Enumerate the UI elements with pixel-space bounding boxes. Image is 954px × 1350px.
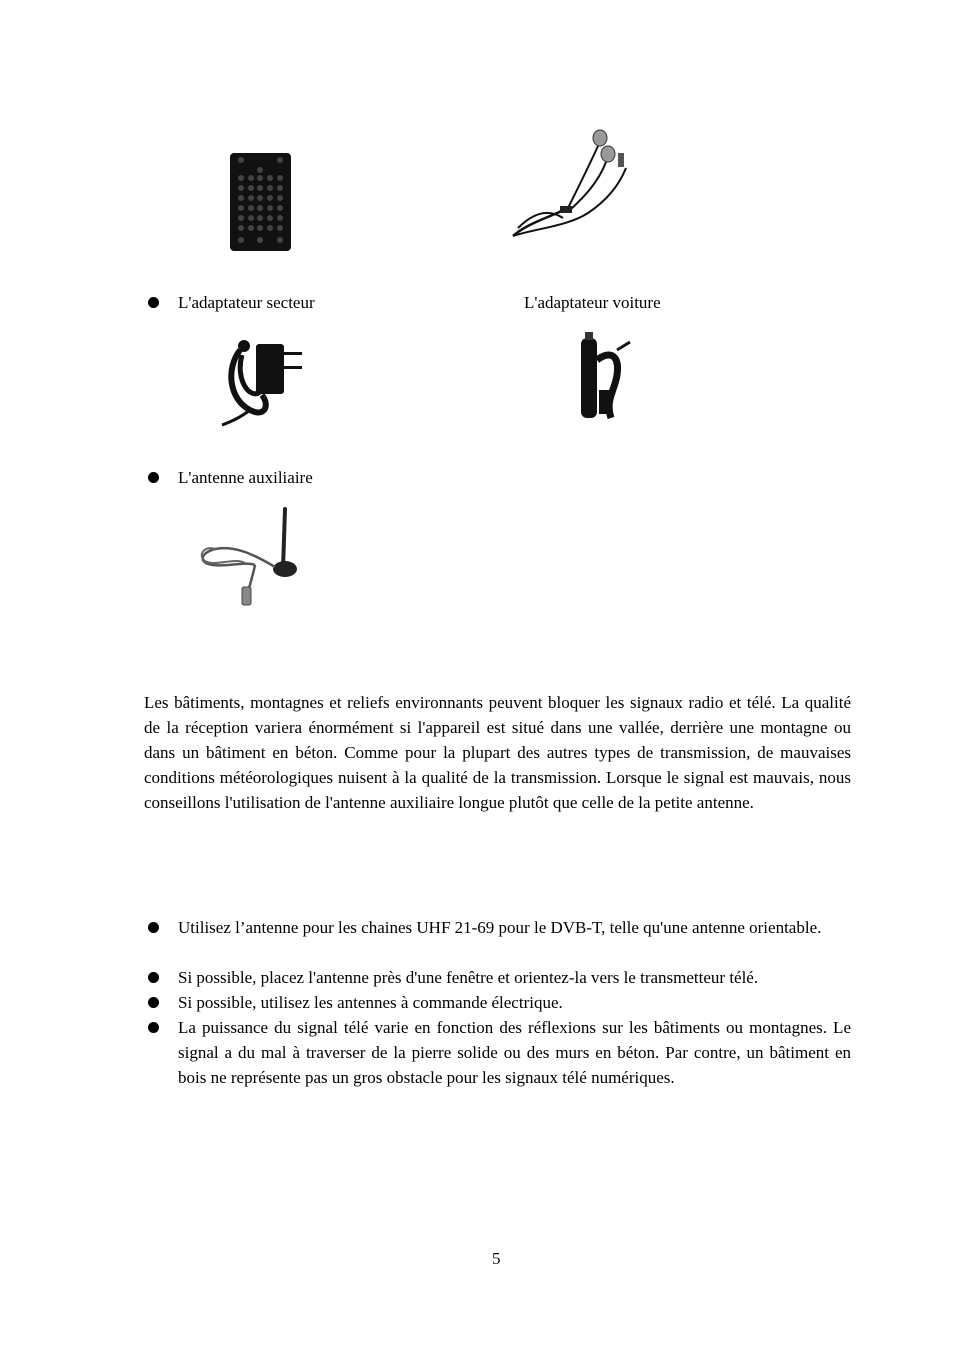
intro-paragraph: Les bâtiments, montagnes et reliefs environnants peuvent bloquer les signaux radio et télé. La qualité de la réception variera énormément si l'appareil est situé dans une vallée, derrière une montagne ou dans un bâtiment en béton. Comme pour la plupart des autres types de transmission, de mauvaises conditions météorologiques nuisent à la qualité de la transmission. Lorsque le signal est mauvais, nous conseillons l'utilisation de l'antenne auxiliaire longue plutôt que celle de la petite antenne. [144,693,851,812]
page-number: 5 [492,1249,501,1268]
ac-adapter-image [220,330,308,430]
car-adapter-image [575,330,637,428]
bullet-dot [148,972,159,983]
bullet-dot [148,922,159,933]
remote-control-image [229,152,292,252]
bullet-dot [148,997,159,1008]
list-item: Si possible, placez l'antenne près d'une fenêtre et orientez-la vers le transmetteur télé. [178,968,759,987]
aux-antenna-label: L'antenne auxiliaire [178,468,313,487]
list-item: La puissance du signal télé varie en fonction des réflexions sur les bâtiments ou montagnes. Le signal a du mal à traverser de la pierre solide ou des murs en béton. Par contre, un bâtiment en bois ne représente pas un gros obstacle pour les signaux télé numériques. [178,1018,851,1087]
aux-antenna-image [195,505,305,610]
bullet-dot [148,472,159,483]
car-adapter-label: L'adaptateur voiture [524,293,661,312]
earphones-image [508,128,633,243]
list-item: Utilisez l’antenne pour les chaines UHF 21-69 pour le DVB-T, telle qu'une antenne orientable. [178,918,822,937]
ac-adapter-label: L'adaptateur secteur [178,293,315,312]
bullet-dot [148,297,159,308]
bullet-dot [148,1022,159,1033]
list-item: Si possible, utilisez les antennes à commande électrique. [178,993,563,1012]
